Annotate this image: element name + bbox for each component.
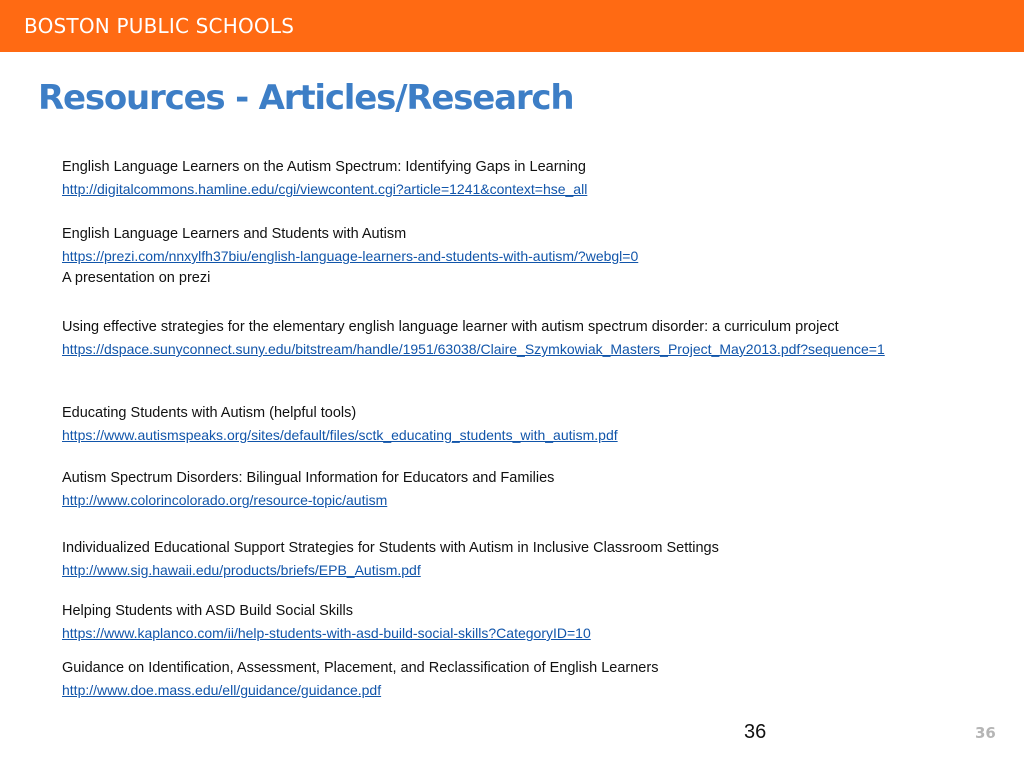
resource-item bbox=[62, 223, 982, 289]
page-number: 36 bbox=[744, 721, 767, 743]
resource-link[interactable]: https://www.kaplanco.com/ii/help-students-with-asd-build-social-skills?CategoryID=10 bbox=[62, 625, 591, 641]
resource-item bbox=[62, 316, 982, 360]
resource-item bbox=[62, 537, 982, 581]
resource-item bbox=[62, 657, 982, 701]
resource-title: English Language Learners and Students with Autism bbox=[62, 226, 407, 242]
resource-title: Using effective strategies for the elementary english language learner with autism spectrum disorder: a curriculum project bbox=[62, 319, 839, 335]
resource-item bbox=[62, 600, 982, 644]
resource-item bbox=[62, 467, 982, 511]
slide-title: Resources - Articles/Research bbox=[38, 78, 574, 118]
resource-link[interactable]: https://www.autismspeaks.org/sites/default/files/sctk_educating_students_with_autism.pdf bbox=[62, 427, 618, 443]
org-name: BOSTON PUBLIC SCHOOLS bbox=[24, 14, 295, 38]
resource-item bbox=[62, 156, 982, 200]
resource-title: Guidance on Identification, Assessment, Placement, and Reclassification of English Learners bbox=[62, 660, 659, 676]
resource-item bbox=[62, 402, 982, 446]
resource-title: English Language Learners on the Autism Spectrum: Identifying Gaps in Learning bbox=[62, 159, 586, 175]
resource-title: Individualized Educational Support Strategies for Students with Autism in Inclusive Classroom Settings bbox=[62, 540, 719, 556]
resource-link[interactable]: http://digitalcommons.hamline.edu/cgi/viewcontent.cgi?article=1241&context=hse_all bbox=[62, 181, 588, 197]
resource-title: Educating Students with Autism (helpful tools) bbox=[62, 405, 357, 421]
slide-number: 36 bbox=[975, 724, 996, 742]
resource-link[interactable]: http://www.doe.mass.edu/ell/guidance/guidance.pdf bbox=[62, 682, 382, 698]
header-bar bbox=[0, 0, 1024, 52]
resource-link[interactable]: https://dspace.sunyconnect.suny.edu/bitstream/handle/1951/63038/Claire_Szymkowiak_Masters_Project_May2013.pdf?sequence=1 bbox=[62, 341, 885, 357]
resource-title: Helping Students with ASD Build Social Skills bbox=[62, 603, 353, 619]
resource-link[interactable]: https://prezi.com/nnxylfh37biu/english-language-learners-and-students-with-autism/?webgl=0 bbox=[62, 248, 639, 264]
resource-link[interactable]: http://www.colorincolorado.org/resource-topic/autism bbox=[62, 492, 388, 508]
resource-title: Autism Spectrum Disorders: Bilingual Information for Educators and Families bbox=[62, 470, 555, 486]
resource-note: A presentation on prezi bbox=[62, 270, 211, 286]
resource-link[interactable]: http://www.sig.hawaii.edu/products/briefs/EPB_Autism.pdf bbox=[62, 562, 421, 578]
